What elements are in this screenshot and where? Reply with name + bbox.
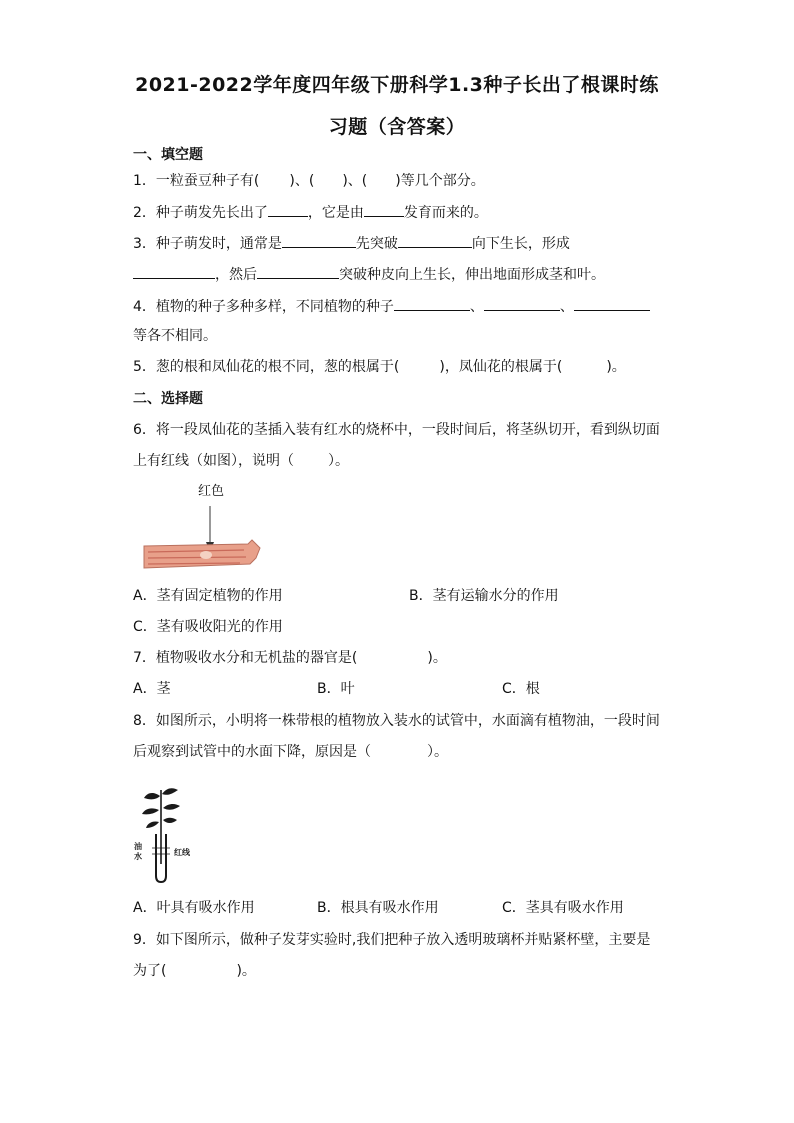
q4-text-b: 、	[469, 299, 484, 315]
section-heading-fill: 一、填空题	[133, 147, 203, 163]
title-line-1: 2021-2022学年度四年级下册科学1.3种子长出了根课时练	[135, 74, 659, 96]
question-9-line-1: 9．如下图所示，做种子发芽实验时,我们把种子放入透明玻璃杯并贴紧杯壁，主要是	[133, 932, 651, 948]
leaf-icon	[144, 793, 160, 799]
q7-option-a[interactable]: A．茎	[133, 681, 171, 697]
q9-text-b: )。	[236, 963, 256, 979]
q8-option-c[interactable]: C．茎具有吸水作用	[502, 900, 624, 916]
q1-text-b: )、(	[289, 173, 315, 189]
q9-text-a: 为了(	[133, 963, 167, 979]
label-red-line: 红线	[174, 848, 190, 857]
q6-option-c[interactable]: C．茎有吸收阳光的作用	[133, 619, 283, 635]
q8-option-a[interactable]: A．叶具有吸水作用	[133, 900, 255, 916]
leaf-icon	[163, 804, 180, 810]
q7-option-c[interactable]: C．根	[502, 681, 540, 697]
title-line-2: 习题（含答案）	[328, 116, 466, 138]
leaf-icon	[142, 808, 159, 814]
figure-label-red: 红色	[198, 484, 225, 499]
q3-text-a: 3．种子萌发时，通常是	[133, 236, 282, 252]
q5-text-c: )。	[606, 359, 626, 375]
label-water: 水	[134, 852, 142, 861]
test-tube-plant-figure	[132, 784, 212, 886]
q8-text-b: ）。	[427, 744, 448, 760]
q6-text-b: ）。	[328, 453, 349, 469]
q5-text-a: 5．葱的根和凤仙花的根不同，葱的根属于(	[133, 359, 400, 375]
q3-text-d: ，然后	[215, 267, 257, 283]
node-spot	[200, 551, 212, 559]
answer-blank[interactable]	[268, 202, 308, 217]
question-3-line-2	[133, 264, 605, 285]
question-3-line-1	[133, 233, 570, 254]
q6-text-a: 上有红线（如图），说明（	[133, 453, 294, 469]
question-4-line-1	[133, 296, 650, 317]
question-7	[133, 648, 447, 668]
question-1	[133, 171, 485, 191]
answer-blank[interactable]	[133, 264, 215, 279]
q6-option-b[interactable]: B．茎有运输水分的作用	[409, 588, 559, 604]
q1-text-c: )、(	[342, 173, 368, 189]
q1-text-a: 1．一粒蚕豆种子有(	[133, 173, 260, 189]
question-9-line-2	[133, 961, 256, 981]
q3-text-b: 先突破	[355, 236, 398, 252]
q2-text-a: 2．种子萌发先长出了	[133, 205, 268, 221]
q2-text-b: ，它是由	[307, 205, 364, 221]
q4-text-c: 、	[559, 299, 574, 315]
leaf-icon	[162, 788, 178, 795]
question-5	[133, 357, 626, 377]
q8-option-b[interactable]: B．根具有吸水作用	[317, 900, 439, 916]
answer-blank[interactable]	[394, 296, 470, 311]
q3-text-c: 向下生长，形成	[471, 236, 570, 252]
q7-text-a: 7．植物吸收水分和无机盐的器官是(	[133, 650, 358, 666]
question-8-line-2	[133, 742, 448, 762]
question-6-line-1: 6．将一段凤仙花的茎插入装有红水的烧杯中，一段时间后，将茎纵切开，看到纵切面	[133, 422, 660, 438]
question-8-line-1: 8．如图所示，小明将一株带根的植物放入装水的试管中，水面滴有植物油，一段时间	[133, 713, 660, 729]
answer-blank[interactable]	[364, 202, 404, 217]
label-oil: 油	[134, 842, 142, 851]
section-heading-choice: 二、选择题	[133, 391, 203, 407]
q2-text-c: 发育而来的。	[403, 205, 488, 221]
q4-text-a: 4．植物的种子多种多样，不同植物的种子	[133, 299, 394, 315]
answer-blank[interactable]	[574, 296, 650, 311]
q7-option-b[interactable]: B．叶	[317, 681, 355, 697]
leaf-icon	[146, 821, 159, 828]
q1-text-d: )等几个部分。	[395, 173, 485, 189]
answer-blank[interactable]	[398, 233, 472, 248]
q7-text-b: )。	[427, 650, 447, 666]
leaf-icon	[163, 818, 177, 823]
q8-text-a: 后观察到试管中的水面下降，原因是（	[133, 744, 371, 760]
question-2	[133, 202, 488, 223]
answer-blank[interactable]	[257, 264, 339, 279]
answer-blank[interactable]	[282, 233, 356, 248]
stem-cross-section-figure	[140, 478, 265, 578]
answer-blank[interactable]	[484, 296, 560, 311]
q5-text-b: )，凤仙花的根属于(	[439, 359, 563, 375]
question-4-line-2: 等各不相同。	[133, 328, 217, 344]
q6-option-a[interactable]: A．茎有固定植物的作用	[133, 588, 283, 604]
q3-text-e: 突破种皮向上生长，伸出地面形成茎和叶。	[339, 267, 605, 283]
question-6-line-2	[133, 451, 349, 471]
